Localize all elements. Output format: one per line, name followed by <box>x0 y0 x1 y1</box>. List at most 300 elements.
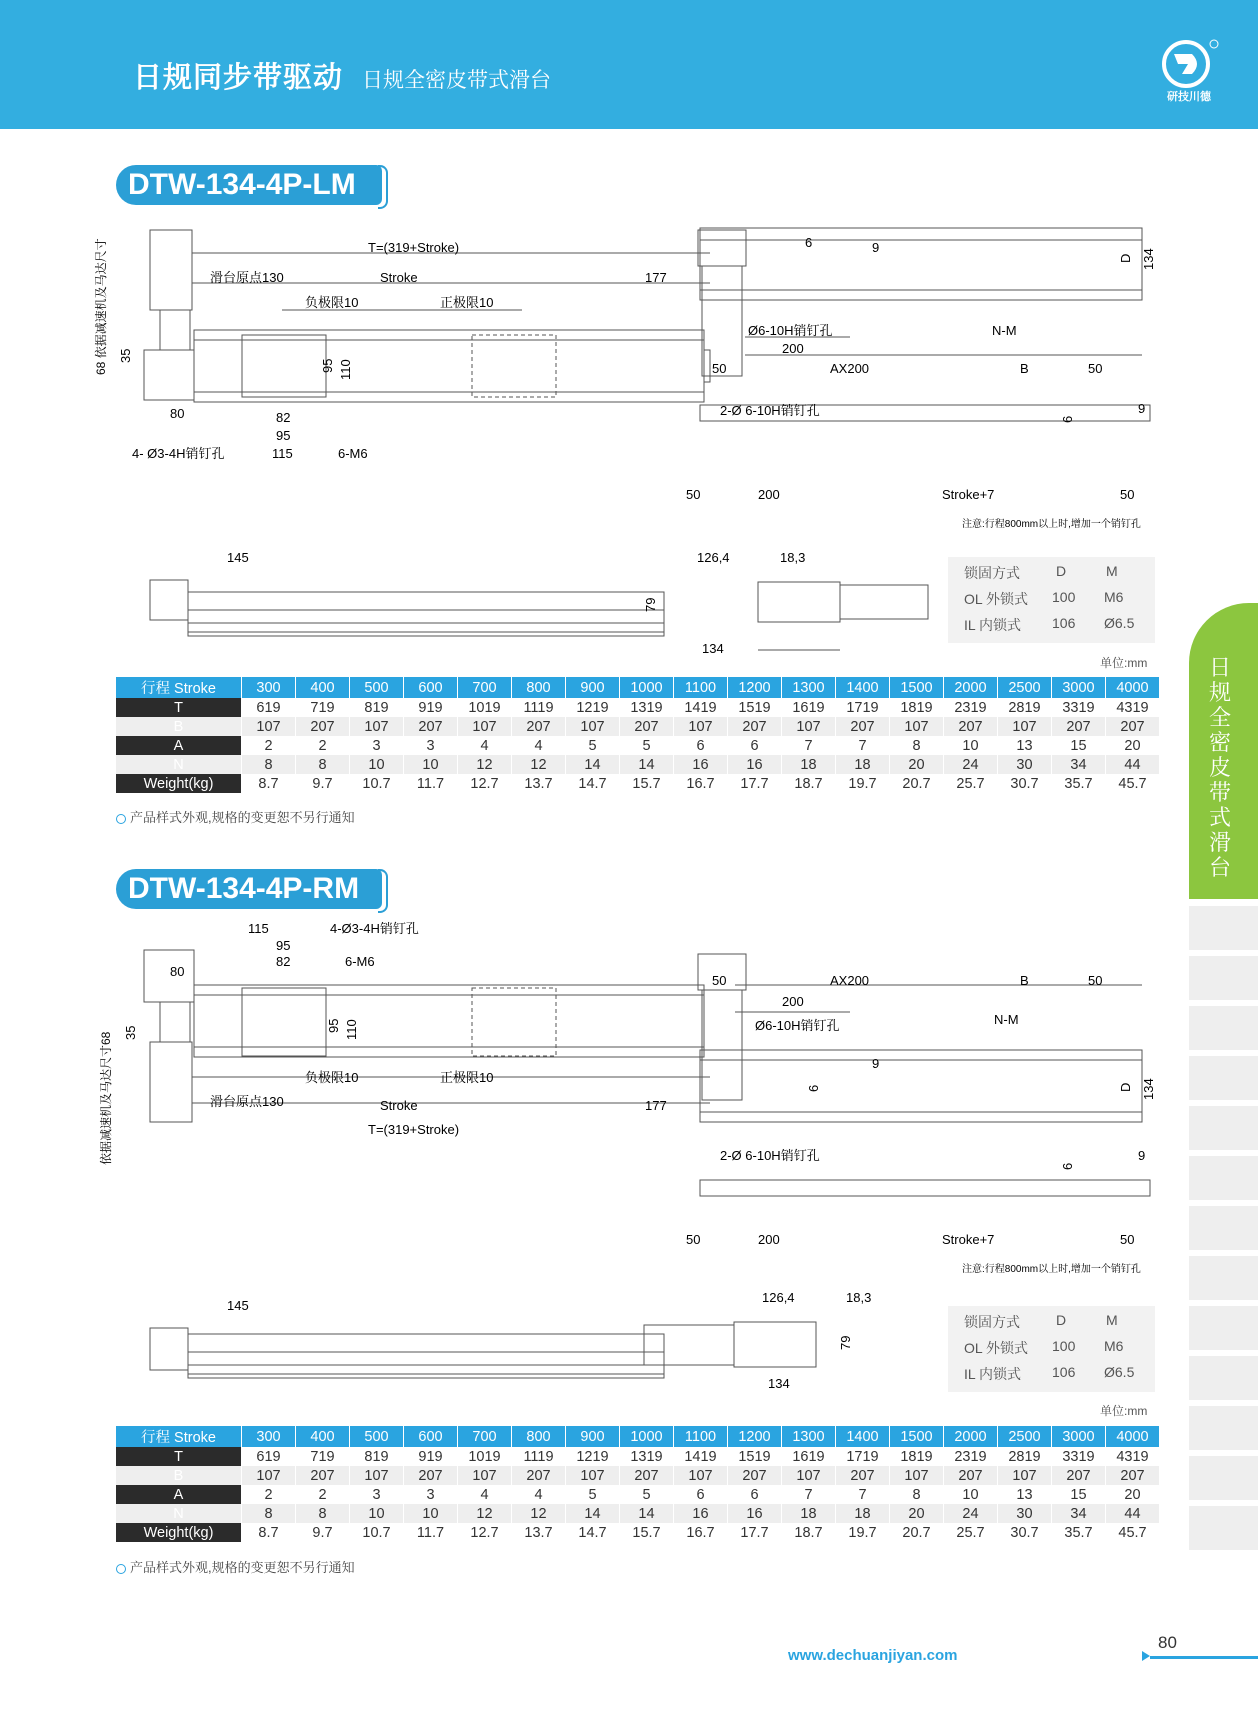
table-cell: 12 <box>458 1504 512 1523</box>
table-cell: 2319 <box>944 1447 998 1466</box>
dim-95: 95 <box>276 938 291 953</box>
table-cell: 1419 <box>674 1447 728 1466</box>
spec-table <box>116 1426 1160 1542</box>
footer-url[interactable]: www.dechuanjiyan.com <box>788 1647 958 1664</box>
table-cell: 1219 <box>566 698 620 717</box>
m6-label: 6-M6 <box>338 446 368 461</box>
dim-134b: 134 <box>702 641 724 655</box>
logo-text: 研技川德 <box>1167 91 1211 103</box>
table-cell: 4 <box>512 1485 566 1504</box>
table-cell: 20 <box>1106 736 1160 755</box>
table-cell: 13.7 <box>512 774 566 793</box>
dim-82: 82 <box>276 954 291 969</box>
table-cell: 16.7 <box>674 1523 728 1542</box>
table-cell: 107 <box>458 1466 512 1485</box>
table-row <box>116 774 1160 793</box>
dim-134: 134 <box>1141 1078 1156 1100</box>
pin-2: 2-Ø 6-10H销钉孔 <box>720 1148 820 1163</box>
table-cell: 207 <box>296 717 350 736</box>
spec-table <box>116 677 1160 793</box>
dim-50d: 50 <box>1120 1232 1135 1247</box>
table-cell: 7 <box>782 736 836 755</box>
side-stripe <box>1189 1356 1258 1400</box>
table-cell: 14 <box>620 1504 674 1523</box>
side-tab <box>1189 603 1258 899</box>
table-cell: 17.7 <box>728 774 782 793</box>
column-header: 2500 <box>998 677 1052 698</box>
table-cell: 207 <box>512 717 566 736</box>
table-cell: 5 <box>620 1485 674 1504</box>
column-header: 900 <box>566 1426 620 1447</box>
table-cell: 24 <box>944 755 998 774</box>
table-cell: 2819 <box>998 1447 1052 1466</box>
table-cell: 107 <box>998 1466 1052 1485</box>
dim-95: 95 <box>276 428 291 443</box>
note: 产品样式外观,规格的变更恕不另行通知 <box>116 807 355 826</box>
column-header: 1000 <box>620 677 674 698</box>
dim-50c: 50 <box>686 1232 701 1247</box>
table-cell: 107 <box>890 1466 944 1485</box>
table-cell: 1319 <box>620 1447 674 1466</box>
lock-table: 锁固方式 D M OL 外锁式 100 M6 IL 内锁式 106 Ø6.5 <box>948 557 1155 643</box>
row-label: B <box>116 717 242 736</box>
column-header: 1100 <box>674 677 728 698</box>
table-cell: 3319 <box>1052 698 1106 717</box>
pin-2: 2-Ø 6-10H销钉孔 <box>720 403 820 418</box>
table-cell: 10 <box>944 736 998 755</box>
table-cell: 14 <box>566 755 620 774</box>
table-cell: 1519 <box>728 698 782 717</box>
row-header: 行程 Stroke <box>116 677 242 698</box>
table-cell: 10 <box>944 1485 998 1504</box>
table-cell: 619 <box>242 1447 296 1466</box>
dim-9b: 9 <box>1138 1148 1146 1163</box>
dim-177: 177 <box>645 1098 667 1113</box>
side-stripe <box>1189 1156 1258 1200</box>
dim-200: 200 <box>782 341 804 356</box>
column-header: 1400 <box>836 1426 890 1447</box>
table-cell: 16 <box>674 1504 728 1523</box>
table-cell: 4319 <box>1106 1447 1160 1466</box>
column-header: 2500 <box>998 1426 1052 1447</box>
table-cell: 35.7 <box>1052 774 1106 793</box>
dim-18: 18,3 <box>780 550 806 565</box>
table-cell: 11.7 <box>404 774 458 793</box>
row-label: A <box>116 736 242 755</box>
table-cell: 15 <box>1052 736 1106 755</box>
dim-50b: 50 <box>1088 361 1103 376</box>
table-cell: 107 <box>350 717 404 736</box>
table-cell: 2819 <box>998 698 1052 717</box>
table-cell: 719 <box>296 698 350 717</box>
dim-origin: 滑台原点130 <box>210 270 284 285</box>
dim-50a: 50 <box>712 361 727 376</box>
table-cell: 44 <box>1106 755 1160 774</box>
column-header: 400 <box>296 1426 350 1447</box>
dim-stroke7: Stroke+7 <box>942 1232 995 1247</box>
table-cell: 35.7 <box>1052 1523 1106 1542</box>
table-cell: 5 <box>566 736 620 755</box>
table-cell: 34 <box>1052 755 1106 774</box>
table-cell: 14.7 <box>566 774 620 793</box>
dim-6: 6 <box>805 235 813 250</box>
table-cell: 30.7 <box>998 1523 1052 1542</box>
table-cell: 7 <box>836 736 890 755</box>
column-header: 500 <box>350 1426 404 1447</box>
table-cell: 8 <box>890 1485 944 1504</box>
page-number: 80 <box>1158 1633 1177 1652</box>
table-cell: 207 <box>620 1466 674 1485</box>
table-cell: 15.7 <box>620 774 674 793</box>
table-row <box>116 1485 1160 1504</box>
model-title: DTW-134-4P-LM <box>116 165 382 205</box>
table-cell: 16 <box>728 1504 782 1523</box>
dim-D: D <box>1118 253 1133 263</box>
column-header: 700 <box>458 677 512 698</box>
table-cell: 12 <box>458 755 512 774</box>
column-header: 500 <box>350 677 404 698</box>
table-cell: 24 <box>944 1504 998 1523</box>
table-cell: 20 <box>890 1504 944 1523</box>
table-cell: 30.7 <box>998 774 1052 793</box>
table-cell: 6 <box>728 736 782 755</box>
table-row <box>116 1523 1160 1542</box>
table-cell: 2 <box>242 1485 296 1504</box>
column-header: 2000 <box>944 1426 998 1447</box>
row-label: Weight(kg) <box>116 1523 242 1542</box>
column-header: 3000 <box>1052 677 1106 698</box>
row-label: Weight(kg) <box>116 774 242 793</box>
column-header: 1300 <box>782 1426 836 1447</box>
dim-9b: 9 <box>1138 401 1146 416</box>
table-cell: 12 <box>512 1504 566 1523</box>
header-title: 日规同步带驱动 <box>133 62 344 94</box>
table-cell: 15.7 <box>620 1523 674 1542</box>
table-cell: 5 <box>620 736 674 755</box>
table-row <box>116 698 1160 717</box>
table-cell: 207 <box>836 1466 890 1485</box>
row-label: N <box>116 755 242 774</box>
table-cell: 17.7 <box>728 1523 782 1542</box>
dim-177: 177 <box>645 270 667 285</box>
brand-logo <box>1158 38 1220 108</box>
side-stripe <box>1189 1206 1258 1250</box>
side-stripe <box>1189 1456 1258 1500</box>
side-tab-label: 日规全密皮带式滑台 <box>1208 655 1231 880</box>
table-cell: 15 <box>1052 1485 1106 1504</box>
table-cell: 30 <box>998 755 1052 774</box>
dim-6b: 6 <box>1060 415 1075 423</box>
table-cell: 10 <box>404 755 458 774</box>
table-cell: 1519 <box>728 1447 782 1466</box>
nm-label: N-M <box>992 323 1017 338</box>
table-cell: 12 <box>512 755 566 774</box>
table-cell: 45.7 <box>1106 1523 1160 1542</box>
table-cell: 207 <box>296 1466 350 1485</box>
dim-9: 9 <box>872 240 880 255</box>
side-stripe <box>1189 906 1258 950</box>
column-header: 700 <box>458 1426 512 1447</box>
table-cell: 1819 <box>890 698 944 717</box>
table-row <box>116 1504 1160 1523</box>
table-cell: 6 <box>674 1485 728 1504</box>
column-header: 4000 <box>1106 1426 1160 1447</box>
dim-18: 18,3 <box>846 1290 872 1305</box>
column-header: 4000 <box>1106 677 1160 698</box>
table-cell: 8.7 <box>242 1523 296 1542</box>
table-cell: 207 <box>1106 1466 1160 1485</box>
table-cell: 207 <box>728 1466 782 1485</box>
column-header: 600 <box>404 677 458 698</box>
table-cell: 1719 <box>836 698 890 717</box>
table-cell: 8 <box>242 755 296 774</box>
row-label: N <box>116 1504 242 1523</box>
table-row <box>116 736 1160 755</box>
column-header: 1000 <box>620 1426 674 1447</box>
table-cell: 9.7 <box>296 774 350 793</box>
dim-9: 9 <box>872 1056 880 1071</box>
column-header: 2000 <box>944 677 998 698</box>
column-header: 600 <box>404 1426 458 1447</box>
dim-50b: 50 <box>1088 973 1103 988</box>
pin-6-10: Ø6-10H销钉孔 <box>755 1018 840 1033</box>
side-stripe <box>1189 1256 1258 1300</box>
nm-label: N-M <box>994 1012 1019 1027</box>
dim-B: B <box>1020 973 1029 988</box>
table-cell: 20 <box>890 755 944 774</box>
column-header: 800 <box>512 1426 566 1447</box>
table-cell: 7 <box>836 1485 890 1504</box>
table-cell: 1819 <box>890 1447 944 1466</box>
dim-35: 35 <box>118 348 133 363</box>
table-cell: 14 <box>566 1504 620 1523</box>
table-cell: 107 <box>998 717 1052 736</box>
table-cell: 1319 <box>620 698 674 717</box>
side-stripe <box>1189 1106 1258 1150</box>
table-cell: 18 <box>782 755 836 774</box>
table-cell: 45.7 <box>1106 774 1160 793</box>
table-cell: 4 <box>512 736 566 755</box>
table-cell: 1019 <box>458 698 512 717</box>
table-cell: 8 <box>296 1504 350 1523</box>
dim-50c: 50 <box>686 487 701 502</box>
table-cell: 919 <box>404 1447 458 1466</box>
dim-T: T=(319+Stroke) <box>368 1122 460 1137</box>
dim-110: 110 <box>344 1019 359 1040</box>
unit-label: 单位:mm <box>1100 656 1148 670</box>
table-cell: 14.7 <box>566 1523 620 1542</box>
table-cell: 12.7 <box>458 1523 512 1542</box>
column-header: 1200 <box>728 1426 782 1447</box>
table-cell: 107 <box>674 717 728 736</box>
table-cell: 819 <box>350 698 404 717</box>
table-cell: 8.7 <box>242 774 296 793</box>
dim-stroke: Stroke <box>380 270 418 285</box>
table-cell: 34 <box>1052 1504 1106 1523</box>
pin-4: 4- Ø3-4H销钉孔 <box>132 446 225 461</box>
side-stripe <box>1189 1406 1258 1450</box>
table-row <box>116 755 1160 774</box>
column-header: 400 <box>296 677 350 698</box>
side-stripe <box>1189 1506 1258 1550</box>
dim-110: 110 <box>338 359 353 380</box>
dim-ax200: AX200 <box>830 361 870 376</box>
table-cell: 207 <box>944 1466 998 1485</box>
pin-6-10: Ø6-10H销钉孔 <box>748 323 833 338</box>
table-cell: 1719 <box>836 1447 890 1466</box>
dim-145: 145 <box>227 550 249 565</box>
table-cell: 1019 <box>458 1447 512 1466</box>
column-header: 1400 <box>836 677 890 698</box>
table-cell: 13 <box>998 1485 1052 1504</box>
table-cell: 1619 <box>782 1447 836 1466</box>
table-cell: 207 <box>944 717 998 736</box>
dim-200: 200 <box>782 994 804 1009</box>
table-row <box>116 1447 1160 1466</box>
dim-stroke: Stroke <box>380 1098 418 1113</box>
table-cell: 207 <box>404 1466 458 1485</box>
table-cell: 3 <box>404 1485 458 1504</box>
table-cell: 10.7 <box>350 1523 404 1542</box>
table-cell: 107 <box>890 717 944 736</box>
model-title: DTW-134-4P-RM <box>116 869 382 909</box>
dim-200b: 200 <box>758 1232 780 1247</box>
row-header: 行程 Stroke <box>116 1426 242 1447</box>
table-cell: 13 <box>998 736 1052 755</box>
table-cell: 107 <box>782 1466 836 1485</box>
header-subtitle: 日规全密皮带式滑台 <box>362 69 551 92</box>
table-cell: 25.7 <box>944 1523 998 1542</box>
table-cell: 3 <box>350 1485 404 1504</box>
table-cell: 10 <box>404 1504 458 1523</box>
table-cell: 6 <box>674 736 728 755</box>
table-row <box>116 717 1160 736</box>
table-cell: 1619 <box>782 698 836 717</box>
table-cell: 44 <box>1106 1504 1160 1523</box>
table-cell: 207 <box>836 717 890 736</box>
m6-label: 6-M6 <box>345 954 375 969</box>
table-cell: 207 <box>620 717 674 736</box>
table-cell: 7 <box>782 1485 836 1504</box>
neg-limit: 负极限10 <box>305 295 359 310</box>
dim-80: 80 <box>170 964 185 979</box>
page-line <box>1150 1656 1258 1659</box>
table-cell: 12.7 <box>458 774 512 793</box>
table-cell: 30 <box>998 1504 1052 1523</box>
table-cell: 19.7 <box>836 1523 890 1542</box>
side-stripe <box>1189 956 1258 1000</box>
motor-note: 68 依据减速机及马达尺寸 <box>94 238 108 375</box>
table-cell: 4 <box>458 736 512 755</box>
dim-134b: 134 <box>768 1376 790 1390</box>
table-cell: 16 <box>728 755 782 774</box>
column-header: 1300 <box>782 677 836 698</box>
table-cell: 207 <box>1052 1466 1106 1485</box>
dim-50d: 50 <box>1120 487 1135 502</box>
dim-ax200: AX200 <box>830 973 870 988</box>
row-label: T <box>116 698 242 717</box>
motor-note: 依据减速机及马达尺寸68 <box>99 1031 113 1165</box>
column-header: 1500 <box>890 677 944 698</box>
table-cell: 4319 <box>1106 698 1160 717</box>
table-cell: 19.7 <box>836 774 890 793</box>
table-cell: 8 <box>890 736 944 755</box>
column-header: 900 <box>566 677 620 698</box>
table-cell: 207 <box>404 717 458 736</box>
table-cell: 3 <box>350 736 404 755</box>
table-cell: 16 <box>674 755 728 774</box>
page-arrow-icon <box>1142 1651 1150 1661</box>
table-cell: 18.7 <box>782 1523 836 1542</box>
unit-label: 单位:mm <box>1100 1404 1148 1418</box>
row-label: A <box>116 1485 242 1504</box>
dim-35: 35 <box>123 1025 138 1040</box>
table-cell: 2 <box>296 736 350 755</box>
note: 产品样式外观,规格的变更恕不另行通知 <box>116 1557 355 1576</box>
table-cell: 3 <box>404 736 458 755</box>
table-cell: 10.7 <box>350 774 404 793</box>
table-cell: 207 <box>1052 717 1106 736</box>
column-header: 3000 <box>1052 1426 1106 1447</box>
pin-4: 4-Ø3-4H销钉孔 <box>330 921 419 936</box>
dim-6b: 6 <box>1060 1162 1075 1170</box>
table-cell: 207 <box>1106 717 1160 736</box>
column-header: 300 <box>242 1426 296 1447</box>
dim-origin: 滑台原点130 <box>210 1094 284 1109</box>
table-cell: 1219 <box>566 1447 620 1466</box>
column-header: 800 <box>512 677 566 698</box>
table-cell: 2319 <box>944 698 998 717</box>
table-row <box>116 1466 1160 1485</box>
row-label: T <box>116 1447 242 1466</box>
neg-limit: 负极限10 <box>305 1070 359 1085</box>
table-cell: 16.7 <box>674 774 728 793</box>
table-cell: 18 <box>836 1504 890 1523</box>
table-cell: 207 <box>728 717 782 736</box>
table-cell: 107 <box>242 717 296 736</box>
table-cell: 20.7 <box>890 1523 944 1542</box>
table-cell: 18 <box>836 755 890 774</box>
table-cell: 107 <box>674 1466 728 1485</box>
dim-126: 126,4 <box>762 1290 795 1305</box>
dim-95v: 95 <box>326 1018 341 1033</box>
table-cell: 3319 <box>1052 1447 1106 1466</box>
table-cell: 4 <box>458 1485 512 1504</box>
table-cell: 619 <box>242 698 296 717</box>
table-cell: 14 <box>620 755 674 774</box>
dim-134: 134 <box>1141 248 1156 270</box>
table-cell: 11.7 <box>404 1523 458 1542</box>
table-cell: 18.7 <box>782 774 836 793</box>
dim-6: 6 <box>806 1084 821 1092</box>
side-stripe <box>1189 1306 1258 1350</box>
page-header <box>0 0 1258 129</box>
pin-note: 注意:行程800mm以上时,增加一个销钉孔 <box>962 1264 1141 1275</box>
dim-82: 82 <box>276 410 291 425</box>
table-cell: 25.7 <box>944 774 998 793</box>
dim-50a: 50 <box>712 973 727 988</box>
table-cell: 207 <box>512 1466 566 1485</box>
table-cell: 1119 <box>512 1447 566 1466</box>
dim-95v: 95 <box>320 358 335 373</box>
dim-stroke7: Stroke+7 <box>942 487 995 502</box>
side-stripe <box>1189 1006 1258 1050</box>
column-header: 300 <box>242 677 296 698</box>
table-cell: 107 <box>242 1466 296 1485</box>
table-cell: 107 <box>350 1466 404 1485</box>
column-header: 1500 <box>890 1426 944 1447</box>
table-cell: 6 <box>728 1485 782 1504</box>
